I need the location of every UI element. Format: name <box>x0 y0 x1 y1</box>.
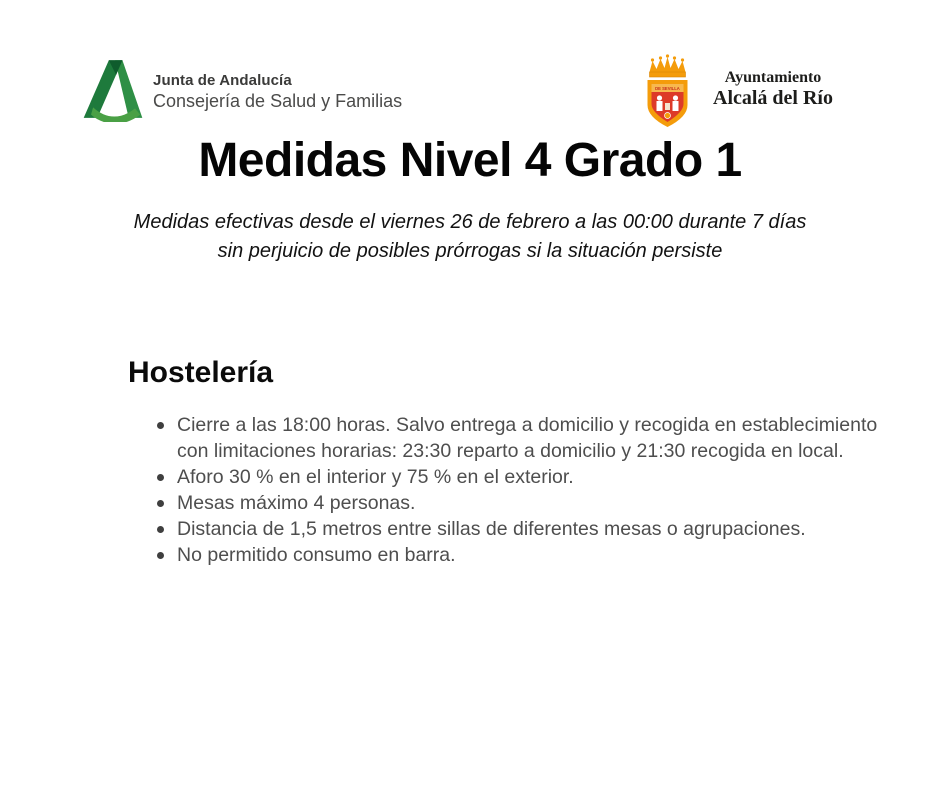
list-item: Mesas máximo 4 personas. <box>155 490 885 516</box>
junta-de-andalucia-lockup <box>80 55 402 122</box>
junta-department: Consejería de Salud y Familias <box>153 91 403 111</box>
ayuntamiento-text-block <box>713 68 833 117</box>
svg-text:DE SEVILLA: DE SEVILLA <box>655 86 680 91</box>
list-item: No permitido consumo en barra. <box>155 542 885 568</box>
list-item: Aforo 30 % en el interior y 75 % en el exterior. <box>155 464 885 490</box>
page-title: Medidas Nivel 4 Grado 1 <box>198 134 742 187</box>
section-heading-hosteleria: Hostelería <box>128 356 274 389</box>
alcala-del-rio-crest-icon <box>639 53 696 131</box>
ayuntamiento-name: Alcalá del Río <box>713 86 833 109</box>
ayuntamiento-lockup <box>639 53 833 131</box>
subtitle <box>0 208 940 266</box>
junta-name: Junta de Andalucía <box>153 72 292 89</box>
subtitle-line-1: Medidas efectivas desde el viernes 26 de febrero a las 00:00 durante 7 días <box>133 211 807 233</box>
ayuntamiento-label: Ayuntamiento <box>724 68 822 86</box>
subtitle-line-2: sin perjuicio de posibles prórrogas si la situación persiste <box>217 240 723 262</box>
junta-de-andalucia-logo-icon <box>80 55 146 122</box>
list-item: Distancia de 1,5 metros entre sillas de diferentes mesas o agrupaciones. <box>155 516 885 542</box>
junta-text-block <box>153 65 402 112</box>
measures-list <box>155 412 885 568</box>
list-item: Cierre a las 18:00 horas. Salvo entrega a domicilio y recogida en establecimiento con limitaciones horarias: 23:30 reparto a domicilio y 21:30 recogida en local. <box>155 412 885 464</box>
